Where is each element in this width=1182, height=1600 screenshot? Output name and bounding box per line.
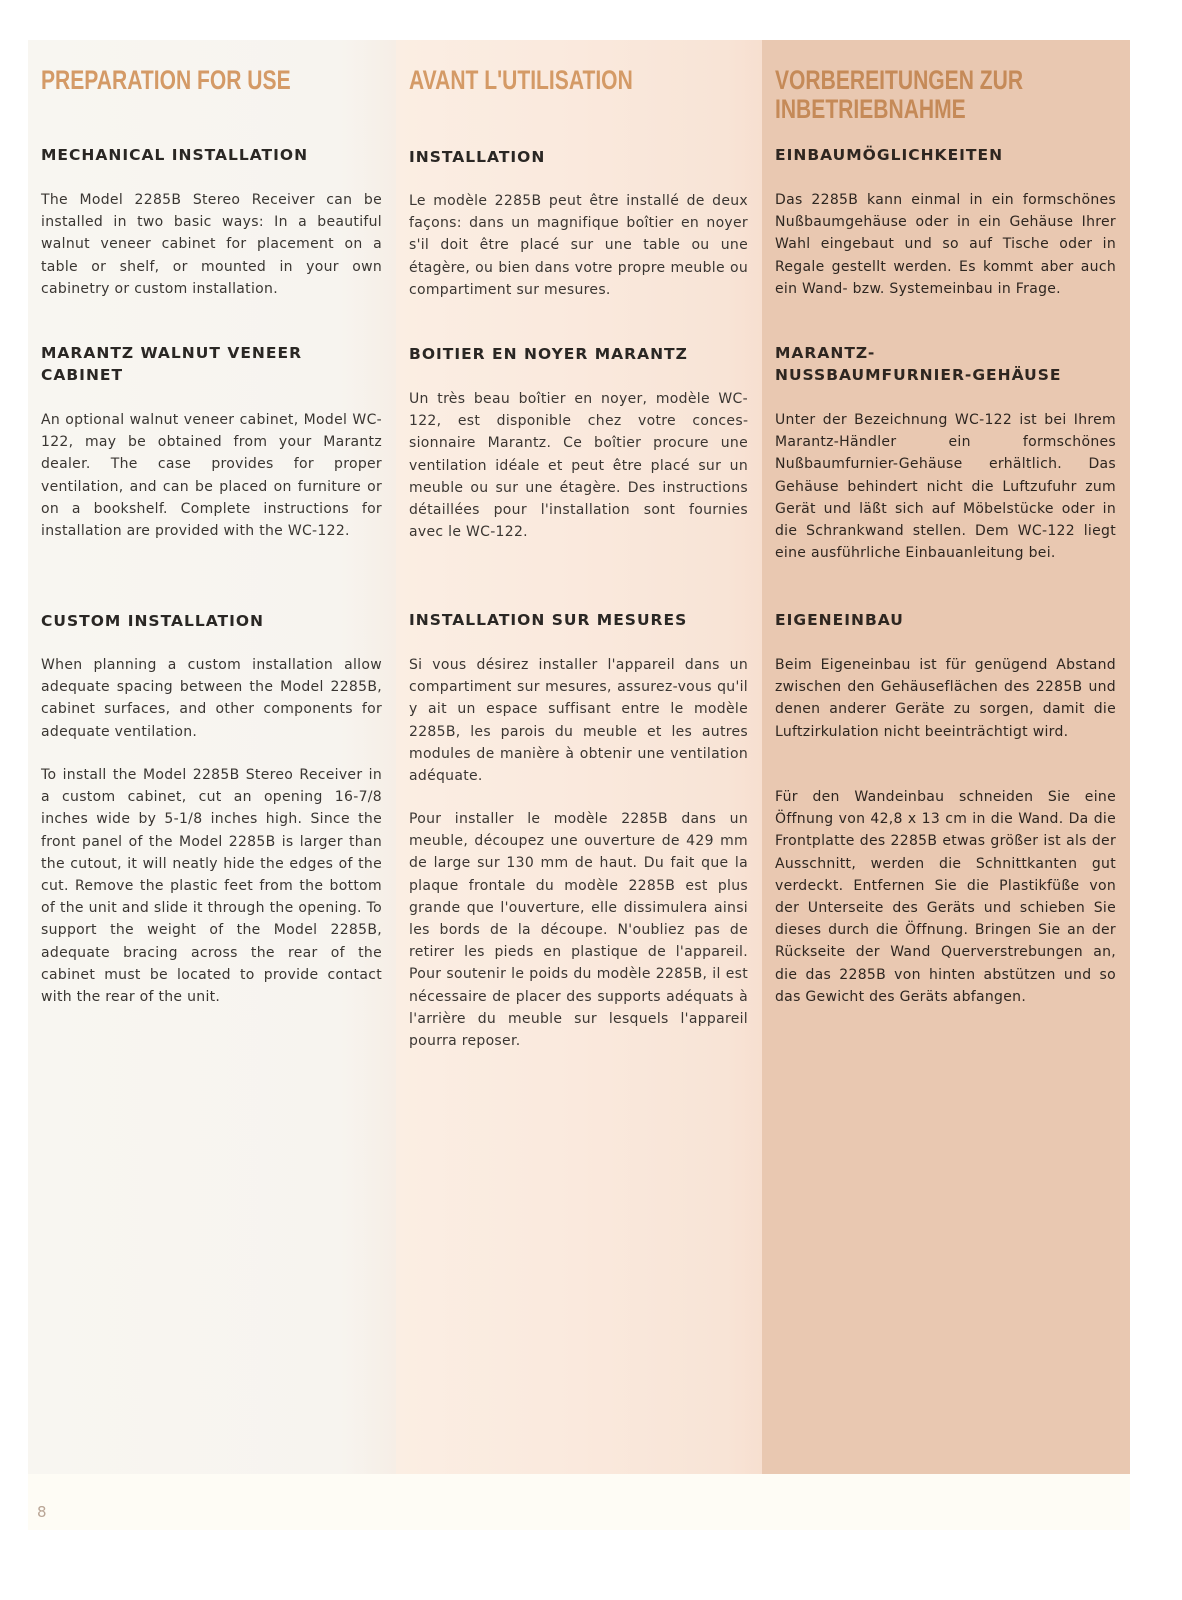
german-title-line-1: VORBEREITUNGEN ZUR	[775, 65, 1024, 95]
english-paragraph-mechanical-installation: The Model 2285B Stereo Receiver can be installed in two basic ways: In a beautiful walnut veneer cabinet for placement on a table or shelf, or mounted in your own cabinetry or custom installation.	[41, 192, 382, 297]
english-title: PREPARATION FOR USE	[41, 65, 291, 95]
german-heading-eigeneinbau: EIGENEINBAU	[775, 611, 904, 629]
english-paragraph-custom-installation-2: To install the Model 2285B Stereo Receiver in a custom cabinet, cut an opening 16-7/8 inches wide by 5-1/8 inches high. Since the front panel of the Model 2285B is larger than the cutout, it will neatly hide the edges of the cut. Remove the plastic feet from the bottom of the unit and slide it through the opening. To support the weight of the Model 2285B, adequate bracing across the rear of the cabinet must be located to provide contact with the rear of the unit.	[41, 767, 382, 1006]
german-paragraph-einbaumoeglichkeiten: Das 2285B kann einmal in ein formschönes Nußbaumgehäuse oder in ein Gehäuse Ihrer Wahl eingebaut und so auf Tische oder in Regale gestellt werden. Es kommt aber auch ein Wand- bzw. Systemeinbau in Frage.	[775, 192, 1116, 297]
french-paragraph-sur-mesures-2: Pour installer le modèle 2285B dans un meuble, découpez une ouverture de 429 mm de large sur 130 mm de haut. Du fait que la plaque frontale du modèle 2285B est plus grande que l'ouverture, elle dissimulera ainsi les bords de la découpe. N'oubliez pas de retirer les pieds en plastique de l'appareil. Pour soutenir le poids du modèle 2285B, il est nécessaire de placer des supports adéquats à l'arrière du meuble sur lesquels l'appareil pourra reposer.	[409, 811, 748, 1050]
page-number: 8	[37, 1503, 47, 1521]
german-heading-nussbaumfurnier-gehaeuse: MARANTZ-NUSSBAUMFURNIER-GEHÄUSE	[775, 344, 1062, 384]
french-heading-installation: INSTALLATION	[409, 148, 546, 166]
german-title	[775, 66, 1023, 124]
german-paragraph-nussbaumfurnier-gehaeuse: Unter der Bezeichnung WC-122 ist bei Ihrem Marantz-Händler ein formschönes Nußbaumfurnier-Gehäuse erhältlich. Das Gehäuse behindert nicht die Luftzufuhr zum Gerät und läßt sich auf Möbelstücke oder in die Schrankwand stellen. Dem WC-122 liegt eine ausführliche Einbauanleitung bei.	[775, 412, 1116, 562]
french-paragraph-installation: Le modèle 2285B peut être installé de deux façons: dans un magnifique boîtier en noyer s'il doit être placé sur une table ou une étagère, ou bien dans votre propre meuble ou compartiment sur mesures.	[409, 193, 748, 298]
manual-page	[28, 40, 1130, 1530]
english-heading-custom-installation: CUSTOM INSTALLATION	[41, 612, 264, 630]
english-paragraph-walnut-cabinet: An optional walnut veneer cabinet, Model WC-122, may be obtained from your Marantz dealer. The case provides for proper ventilation, and can be placed on furniture or on a bookshelf. Complete instructions for installation are provided with the WC-122.	[41, 412, 382, 540]
english-heading-walnut-cabinet: MARANTZ WALNUT VENEER CABINET	[41, 344, 303, 384]
english-column	[28, 40, 396, 1474]
german-title-line-2: INBETRIEBNAHME	[775, 94, 966, 124]
french-heading-boitier-noyer: BOITIER EN NOYER MARANTZ	[409, 345, 688, 363]
german-column	[762, 40, 1130, 1474]
german-paragraph-eigeneinbau-1: Beim Eigeneinbau ist für genügend Abstand zwischen den Gehäuseflächen des 2285B und denen anderer Geräte zu sorgen, damit die Luftzirkulation nicht beeinträchtigt wird.	[775, 657, 1116, 740]
french-title: AVANT L'UTILISATION	[409, 65, 633, 95]
english-heading-mechanical-installation: MECHANICAL INSTALLATION	[41, 146, 309, 164]
french-paragraph-sur-mesures-1: Si vous désirez installer l'appareil dans un compartiment sur mesures, assurez-vous qu'il y ait un espace suffisant entre le modèle 2285B, les parois du meuble et les autres modules de manière à obtenir une ventilation adéquate.	[409, 657, 748, 785]
french-paragraph-boitier-noyer: Un très beau boîtier en noyer, modèle WC-122, est disponible chez votre concessionnaire Marantz. Ce boîtier procure une ventilation idéale et peut être placé sur un meuble ou sur une étagère. Des instructions détaillées pour l'installation sont fournies avec le WC-122.	[409, 391, 748, 541]
english-paragraph-custom-installation-1: When planning a custom installation allow adequate spacing between the Model 2285B, cabinet surfaces, and other components for adequate ventilation.	[41, 657, 382, 740]
french-heading-installation-sur-mesures: INSTALLATION SUR MESURES	[409, 611, 688, 629]
french-column	[396, 40, 762, 1474]
german-heading-einbaumoeglichkeiten: EINBAUMÖGLICHKEITEN	[775, 146, 1004, 164]
german-paragraph-eigeneinbau-2: Für den Wandeinbau schneiden Sie eine Öffnung von 42,8 x 13 cm in die Wand. Da die Frontplatte des 2285B etwas größer ist als der Ausschnitt, werden die Schnittkanten gut verdeckt. Entfernen Sie die Plastikfüße von der Unterseite des Geräts und schieben Sie dieses durch die Öffnung. Bringen Sie an der Rückseite der Wand Querverstrebungen an, die das 2285B von hinten abstützen und so das Gewicht des Geräts abfangen.	[775, 789, 1116, 1005]
page-footer-strip	[28, 1474, 1130, 1530]
